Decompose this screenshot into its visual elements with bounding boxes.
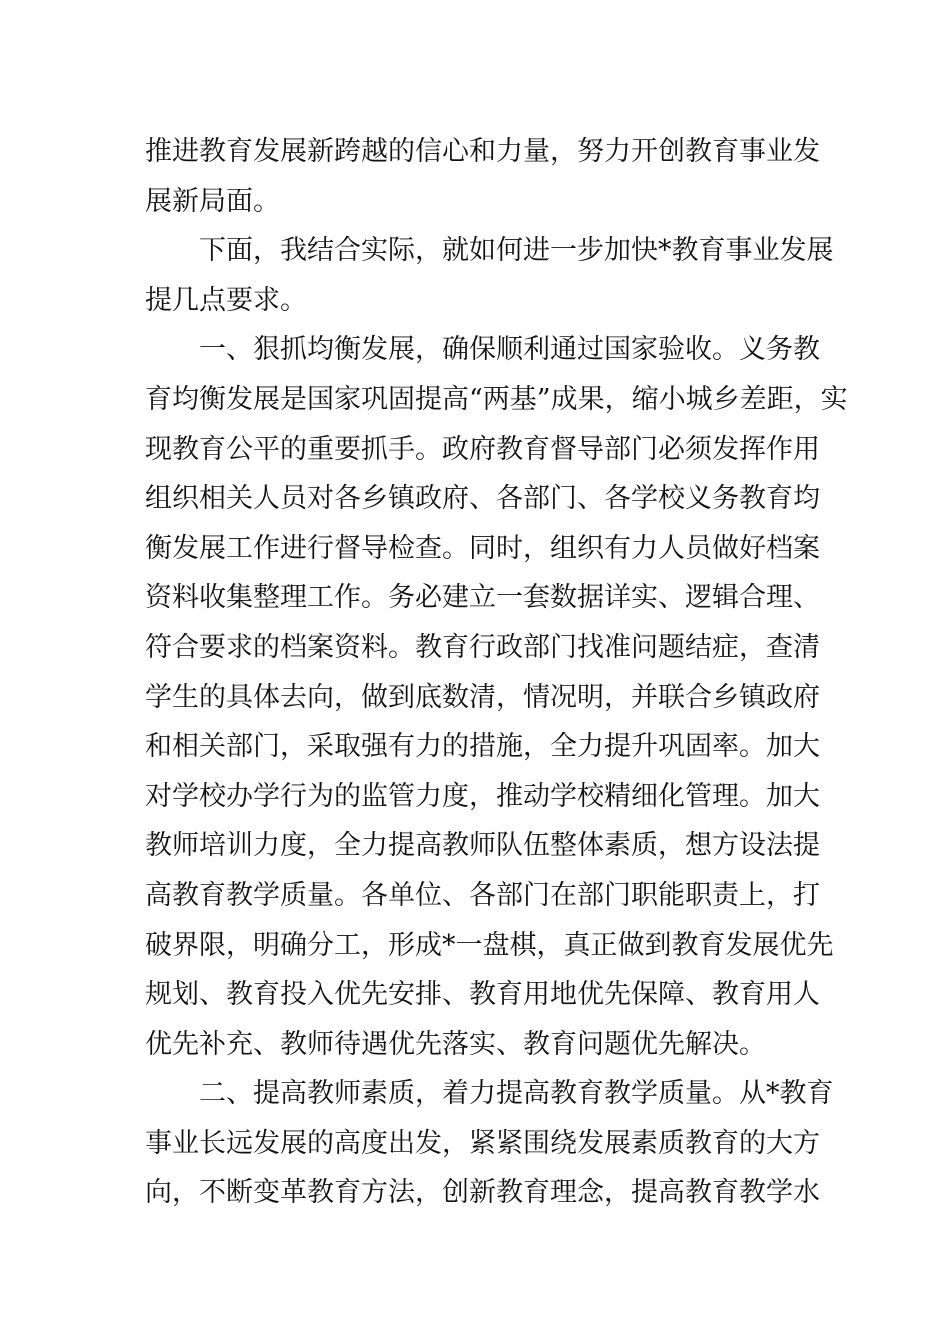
paragraph-3-line-8: 学生的具体去向，做到底数清，情况明，并联合乡镇政府 bbox=[145, 681, 820, 713]
paragraph-3-line-1: 一、狠抓均衡发展，确保顺利通过国家验收。义务教 bbox=[199, 334, 820, 366]
paragraph-3-line-2: 育均衡发展是国家巩固提高“两基”成果，缩小城乡差距，实 bbox=[145, 383, 848, 415]
paragraph-3-line-4: 组织相关人员对各乡镇政府、各部门、各学校义务教育均 bbox=[145, 483, 820, 515]
paragraph-4-line-3: 向，不断变革教育方法，创新教育理念，提高教育教学水 bbox=[145, 1177, 820, 1209]
paragraph-3-line-10: 对学校办学行为的监管力度，推动学校精细化管理。加大 bbox=[145, 780, 820, 812]
paragraph-4-line-2: 事业长远发展的高度出发，紧紧围绕发展素质教育的大方 bbox=[145, 1127, 820, 1159]
paragraph-3-line-12: 高教育教学质量。各单位、各部门在部门职能职责上，打 bbox=[145, 879, 820, 911]
paragraph-3-line-15: 优先补充、教师待遇优先落实、教育问题优先解决。 bbox=[145, 1028, 766, 1060]
paragraph-3-line-14: 规划、教育投入优先安排、教育用地优先保障、教育用人 bbox=[145, 979, 820, 1011]
paragraph-3-line-9: 和相关部门，采取强有力的措施，全力提升巩固率。加大 bbox=[145, 731, 820, 763]
paragraph-3-line-3: 现教育公平的重要抓手。政府教育督导部门必须发挥作用 bbox=[145, 433, 820, 465]
paragraph-2-line-2: 提几点要求。 bbox=[145, 284, 307, 316]
document-body bbox=[145, 127, 848, 1218]
paragraph-3-line-7: 符合要求的档案资料。教育行政部门找准问题结症，查清 bbox=[145, 631, 820, 663]
paragraph-3-line-11: 教师培训力度，全力提高教师队伍整体素质，想方设法提 bbox=[145, 830, 820, 862]
paragraph-1-line-1: 推进教育发展新跨越的信心和力量，努力开创教育事业发 bbox=[145, 136, 820, 167]
paragraph-3-line-5: 衡发展工作进行督导检查。同时，组织有力人员做好档案 bbox=[145, 532, 820, 564]
paragraph-1-line-2: 展新局面。 bbox=[145, 185, 280, 217]
paragraph-3-line-13: 破界限，明确分工，形成*一盘棋，真正做到教育发展优先 bbox=[145, 929, 834, 961]
paragraph-3-line-6: 资料收集整理工作。务必建立一套数据详实、逻辑合理、 bbox=[145, 582, 820, 614]
paragraph-2-line-1: 下面，我结合实际，就如何进一步加快*教育事业发展 bbox=[199, 235, 834, 267]
paragraph-4-line-1: 二、提高教师素质，着力提高教育教学质量。从*教育 bbox=[199, 1078, 834, 1110]
